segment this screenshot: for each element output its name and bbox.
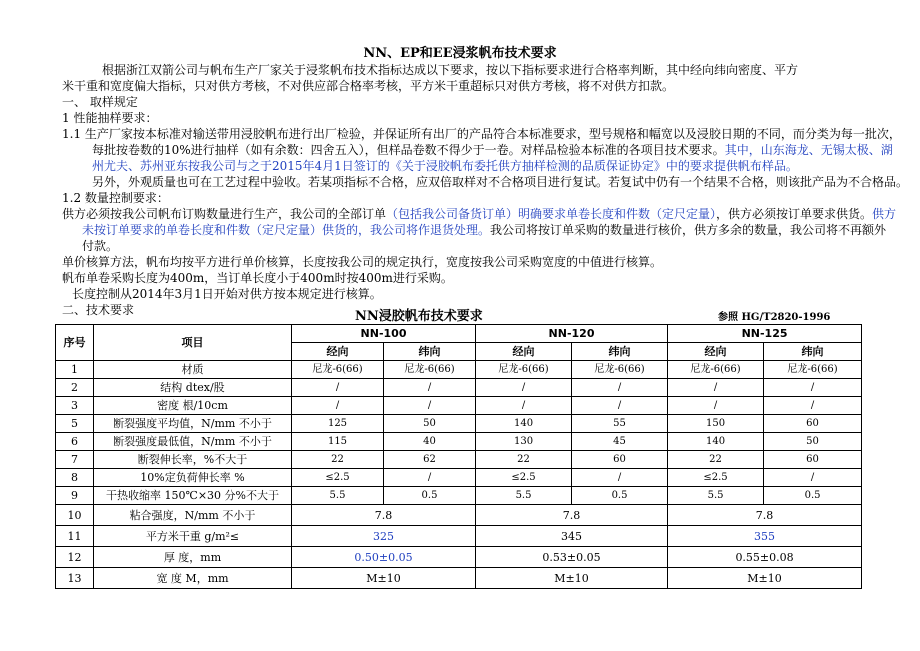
table-row [56, 487, 862, 505]
row-no: 7 [56, 451, 94, 469]
row-item: 平方米干重 g/m²≤ [94, 526, 292, 547]
row-value: / [476, 397, 572, 415]
table-row [56, 568, 862, 589]
row-value: 0.53±0.05 [476, 547, 668, 568]
row-value: / [292, 379, 384, 397]
row-item: 粘合强度，N/mm 不小于 [94, 505, 292, 526]
row-value: 0.55±0.08 [668, 547, 862, 568]
row-value: / [572, 379, 668, 397]
row-value: / [476, 379, 572, 397]
row-value: 7.8 [476, 505, 668, 526]
row-value: 60 [764, 451, 862, 469]
row-value: ≤2.5 [476, 469, 572, 487]
row-item: 断裂强度平均值，N/mm 不小于 [94, 415, 292, 433]
row-item: 断裂强度最低值，N/mm 不小于 [94, 433, 292, 451]
row-value: 22 [476, 451, 572, 469]
header-weft: 纬向 [572, 343, 668, 361]
table-row [56, 379, 862, 397]
length-control-rule: 长度控制从2014年3月1日开始对供方按本规定进行核算。 [72, 287, 382, 301]
row-value: / [292, 397, 384, 415]
table-title: NN浸胶帆布技术要求 [355, 309, 483, 324]
row-value: 7.8 [668, 505, 862, 526]
row-value: 0.5 [384, 487, 476, 505]
row-value: 5.5 [292, 487, 384, 505]
row-no: 5 [56, 415, 94, 433]
row-value: 55 [572, 415, 668, 433]
row-no: 13 [56, 568, 94, 589]
header-no: 序号 [56, 325, 94, 361]
header-warp: 经向 [668, 343, 764, 361]
header-warp: 经向 [476, 343, 572, 361]
row-value: 50 [764, 433, 862, 451]
row-no: 1 [56, 361, 94, 379]
row-value: / [572, 469, 668, 487]
row-value: 0.5 [572, 487, 668, 505]
row-value: 130 [476, 433, 572, 451]
paragraph-1-1-line-3: 州尤夫、苏州亚东按我公司与之于2015年4月1日签订的《关于浸胶帆布委托供方抽样检测的品质保证协定》中的要求提供帆布样品。 [92, 159, 798, 173]
row-value: 5.5 [668, 487, 764, 505]
paragraph-1-1-line-4: 另外，外观质量也可在工艺过程中验收。若某项指标不合格，应双倍取样对不合格项目进行复试。若复试中仍有一个结果不合格，则该批产品为不合格品。 [92, 175, 909, 189]
row-item: 干热收缩率 150℃×30 分%不大于 [94, 487, 292, 505]
table-row [56, 469, 862, 487]
row-value: 尼龙-6(66) [668, 361, 764, 379]
row-value: 40 [384, 433, 476, 451]
intro-line-1: 根据浙江双箭公司与帆布生产厂家关于浸浆帆布技术指标达成以下要求，按以下指标要求进行合格率判断，其中经向纬向密度、平方 [102, 63, 799, 77]
row-value: 尼龙-6(66) [476, 361, 572, 379]
row-no: 2 [56, 379, 94, 397]
row-value: 125 [292, 415, 384, 433]
paragraph-1-2-line-2: 未按订单要求的单卷长度和件数（定尺定量）供货的，我公司将作退货处理。我公司将按订单采购的数量进行核价，供方多余的数量，我公司将不再额外 [82, 223, 887, 237]
row-value: M±10 [292, 568, 476, 589]
page-title: NN、EP和EE浸浆帆布技术要求 [363, 46, 557, 61]
paragraph-1-1-line-2: 每批按卷数的10%进行抽样（如有余数：四舍五入），但样品卷数不得少于一卷。对样品检验本标准的各项目技术要求。其中，山东海龙、无锡太极、湖 [92, 143, 893, 157]
table-row [56, 451, 862, 469]
row-value: 140 [476, 415, 572, 433]
table-row [56, 361, 862, 379]
row-value: 140 [668, 433, 764, 451]
row-item: 10%定负荷伸长率 % [94, 469, 292, 487]
table-row [56, 397, 862, 415]
row-value: 62 [384, 451, 476, 469]
row-value: M±10 [668, 568, 862, 589]
row-item: 密度 根/10cm [94, 397, 292, 415]
row-value: 0.50±0.05 [292, 547, 476, 568]
row-item: 断裂伸长率，%不大于 [94, 451, 292, 469]
row-value: 22 [668, 451, 764, 469]
row-no: 3 [56, 397, 94, 415]
table-row [56, 526, 862, 547]
row-value: 150 [668, 415, 764, 433]
row-value: / [764, 379, 862, 397]
header-weft: 纬向 [384, 343, 476, 361]
row-item: 结构 dtex/股 [94, 379, 292, 397]
row-no: 12 [56, 547, 94, 568]
row-value: 尼龙-6(66) [292, 361, 384, 379]
pricing-rule: 单价核算方法，帆布均按平方进行单价核算，长度按我公司的规定执行，宽度按我公司采购宽度的中值进行核算。 [62, 255, 663, 269]
row-value: / [384, 379, 476, 397]
row-value: ≤2.5 [668, 469, 764, 487]
header-warp: 经向 [292, 343, 384, 361]
row-item: 厚 度，mm [94, 547, 292, 568]
row-item: 宽 度 M，mm [94, 568, 292, 589]
row-value: 5.5 [476, 487, 572, 505]
row-value: / [384, 397, 476, 415]
table-row [56, 547, 862, 568]
header-model-nn100: NN-100 [292, 325, 476, 343]
paragraph-1-2-line-1: 供方必须按我公司帆布订购数量进行生产，我公司的全部订单（包括我公司备货订单）明确要求单卷长度和件数（定尺定量），供方必须按订单要求供货。供方 [62, 207, 897, 221]
row-value: 355 [668, 526, 862, 547]
subsection-1-heading: 1 性能抽样要求： [62, 111, 158, 125]
row-value: 60 [764, 415, 862, 433]
row-no: 8 [56, 469, 94, 487]
row-value: / [764, 397, 862, 415]
row-value: 60 [572, 451, 668, 469]
header-model-nn125: NN-125 [668, 325, 862, 343]
row-value: 尼龙-6(66) [572, 361, 668, 379]
row-value: / [668, 379, 764, 397]
row-no: 11 [56, 526, 94, 547]
table-row [56, 433, 862, 451]
table-row [56, 505, 862, 526]
row-value: 50 [384, 415, 476, 433]
row-value: 45 [572, 433, 668, 451]
header-item: 项目 [94, 325, 292, 361]
section-2-heading: 二、技术要求 [62, 303, 135, 317]
row-value: 0.5 [764, 487, 862, 505]
row-value: 325 [292, 526, 476, 547]
row-value: / [384, 469, 476, 487]
length-rule: 帆布单卷采购长度为400m，当订单长度小于400m时按400m进行采购。 [62, 271, 453, 285]
table-reference: 参照 HG/T2820-1996 [718, 312, 831, 323]
row-value: ≤2.5 [292, 469, 384, 487]
row-value: 尼龙-6(66) [384, 361, 476, 379]
section-1-heading: 一、 取样规定 [62, 95, 138, 109]
subsection-1-2-heading: 1.2 数量控制要求： [62, 191, 169, 205]
row-value: / [572, 397, 668, 415]
row-value: 115 [292, 433, 384, 451]
header-model-nn120: NN-120 [476, 325, 668, 343]
row-no: 10 [56, 505, 94, 526]
paragraph-1-1-line-1: 1.1 生产厂家按本标准对输送带用浸胶帆布进行出厂检验，并保证所有出厂的产品符合本标准要求，型号规格和幅宽以及浸胶日期的不同，而分类为每一批次， [62, 127, 901, 141]
row-no: 6 [56, 433, 94, 451]
row-no: 9 [56, 487, 94, 505]
row-value: / [668, 397, 764, 415]
row-value: / [764, 469, 862, 487]
row-value: 尼龙-6(66) [764, 361, 862, 379]
paragraph-1-2-line-3: 付款。 [82, 239, 119, 253]
row-value: 7.8 [292, 505, 476, 526]
intro-line-2: 米干重和宽度偏大指标，只对供方考核，不对供应部合格率考核，平方米干重超标只对供方考核，将不对供方扣款。 [62, 79, 675, 93]
row-value: M±10 [476, 568, 668, 589]
row-value: 345 [476, 526, 668, 547]
header-weft: 纬向 [764, 343, 862, 361]
row-item: 材质 [94, 361, 292, 379]
row-value: 22 [292, 451, 384, 469]
spec-table [55, 324, 862, 589]
table-row [56, 415, 862, 433]
